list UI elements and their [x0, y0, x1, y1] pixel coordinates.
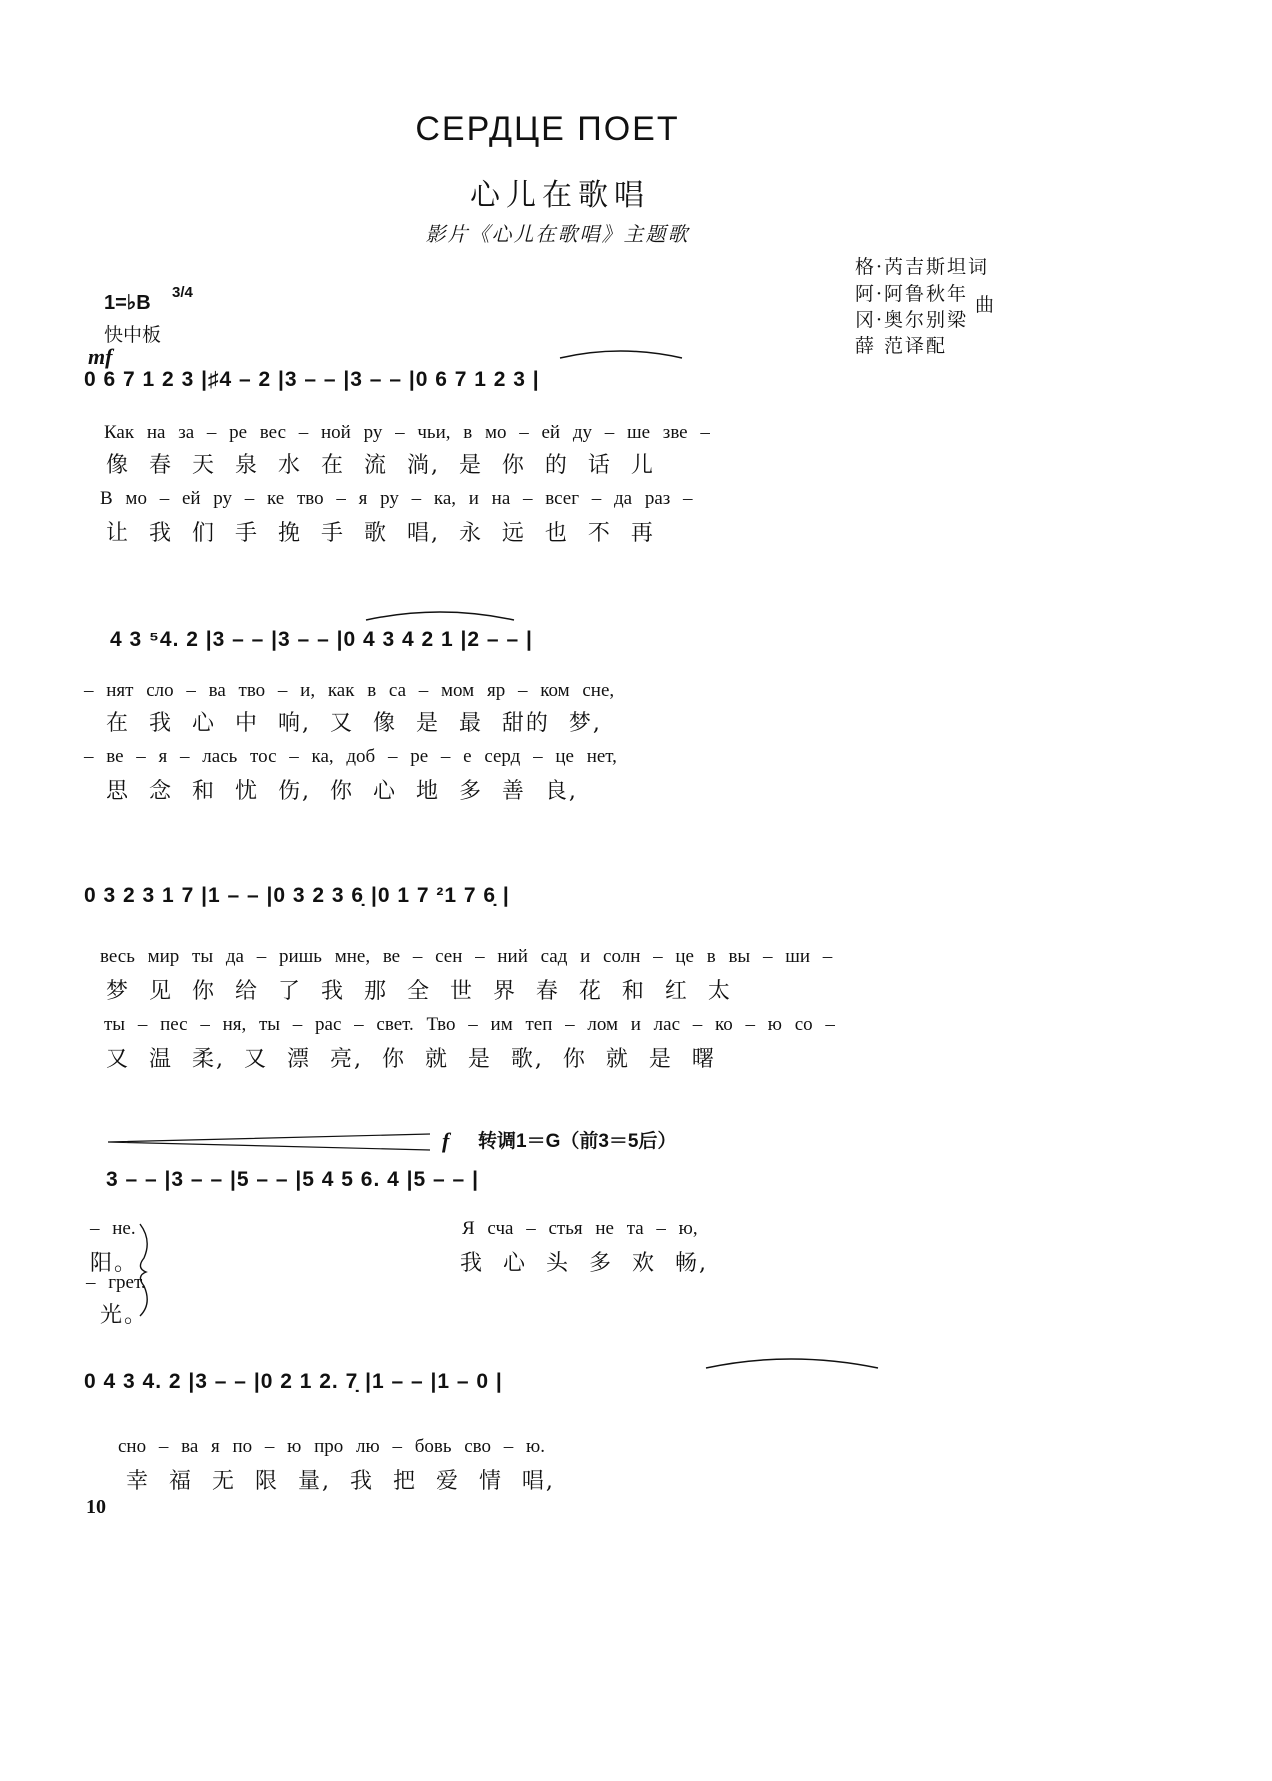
credit-translator: 薛 范译配	[855, 335, 948, 357]
lyric-line-4-zh-refrain: 我 心 头 多 欢 畅,	[460, 1251, 708, 1276]
staff-line-1: 0 6 7 1 2 3 |♯4 – 2 |3 – – |3 – – |0 6 7 1 2 3 |	[84, 368, 540, 391]
lyric-line-3-zh-verse-2: 又 温 柔, 又 漂 亮, 你 就 是 歌, 你 就 是 曙	[106, 1047, 716, 1072]
lyric-line-2-zh-verse-2: 思 念 和 忧 伤, 你 心 地 多 善 良,	[106, 779, 578, 804]
crescendo-hairpin	[108, 1134, 430, 1150]
lyric-line-1-zh-verse-2: 让 我 们 手 挽 手 歌 唱, 永 远 也 不 再	[106, 521, 655, 546]
lyric-line-4-ru-verse-2: – грет.	[86, 1272, 146, 1293]
lyric-line-1-ru-verse-1: Как на за – ре вес – ной ру – чьи, в мо – ей ду – ше зве –	[104, 422, 710, 443]
staff-line-2: 4 3 ⁵4. 2 |3 – – |3 – – |0 4 3 4 2 1 |2 – – |	[110, 628, 533, 651]
lyric-line-4-zh-verse-2: 光。	[100, 1303, 149, 1328]
title-russian: СЕРДЦЕ ПОЕТ	[415, 110, 680, 148]
dynamic-mf: mf	[88, 344, 113, 369]
tie-arc-system-5	[706, 1359, 878, 1368]
lyric-line-3-ru-verse-1: весь мир ты да – ришь мне, ве – сен – ний сад и солн – це в вы – ши –	[100, 946, 833, 967]
subtitle: 影片《心儿在歌唱》主题歌	[425, 222, 690, 246]
lyric-line-3-ru-verse-2: ты – пес – ня, ты – рас – свет. Тво – им теп – лом и лас – ко – ю со –	[104, 1014, 835, 1035]
lyric-line-4-zh-verse-1: 阳。	[90, 1251, 139, 1276]
key-signature: 1=♭B	[104, 292, 151, 314]
staff-line-4: 3 – – |3 – – |5 – – |5 4 5 6. 4 |5 – – |	[106, 1168, 479, 1191]
tie-arc-system-2	[366, 612, 514, 620]
lyric-line-1-zh-verse-1: 像 春 天 泉 水 在 流 淌, 是 你 的 话 儿	[106, 453, 655, 478]
lyric-line-5-zh: 幸 福 无 限 量, 我 把 爱 情 唱,	[126, 1469, 555, 1494]
credit-lyricist: 格·芮吉斯坦词	[855, 256, 990, 278]
lyric-line-2-zh-verse-1: 在 我 心 中 响, 又 像 是 最 甜的 梦,	[106, 711, 602, 736]
dynamic-f: f	[442, 1128, 450, 1153]
lyric-line-2-ru-verse-2: – ве – я – лась тос – ка, доб – ре – е серд – це нет,	[84, 746, 617, 767]
lyric-line-4-ru-refrain: Я сча – стья не та – ю,	[462, 1218, 698, 1239]
credit-composer-2: 冈·奥尔别梁	[855, 309, 969, 331]
verse-bracket	[140, 1224, 147, 1316]
lyric-line-4-ru-verse-1: – не.	[90, 1218, 136, 1239]
modulation-marking: 转调1＝G（前3＝5后）	[478, 1131, 677, 1152]
lyric-line-3-zh-verse-1: 梦 见 你 给 了 我 那 全 世 界 春 花 和 红 太	[106, 979, 732, 1004]
staff-line-3: 0 3 2 3 1 7 |1 – – |0 3 2 3 6̣ |0 1 7 ²1 7 6̣ |	[84, 884, 510, 907]
staff-line-5: 0 4 3 4. 2 |3 – – |0 2 1 2. 7̣ |1 – – |1 – 0 |	[84, 1370, 503, 1393]
time-signature: 3/4	[172, 284, 193, 301]
tempo-marking: 快中板	[104, 324, 162, 346]
title-chinese: 心儿在歌唱	[470, 178, 650, 213]
lyric-line-2-ru-verse-1: – нят сло – ва тво – и, как в са – мом яр – ком сне,	[84, 680, 615, 701]
page-number: 10	[86, 1496, 106, 1518]
credit-composer-1: 阿·阿鲁秋年	[855, 283, 969, 305]
lyric-line-1-ru-verse-2: В мо – ей ру – ке тво – я ру – ка, и на – всег – да раз –	[100, 488, 693, 509]
credit-composer-suffix: 曲	[975, 294, 997, 316]
lyric-line-5-ru: сно – ва я по – ю про лю – бовь сво – ю.	[118, 1436, 545, 1457]
tie-arc-system-1	[560, 351, 682, 358]
